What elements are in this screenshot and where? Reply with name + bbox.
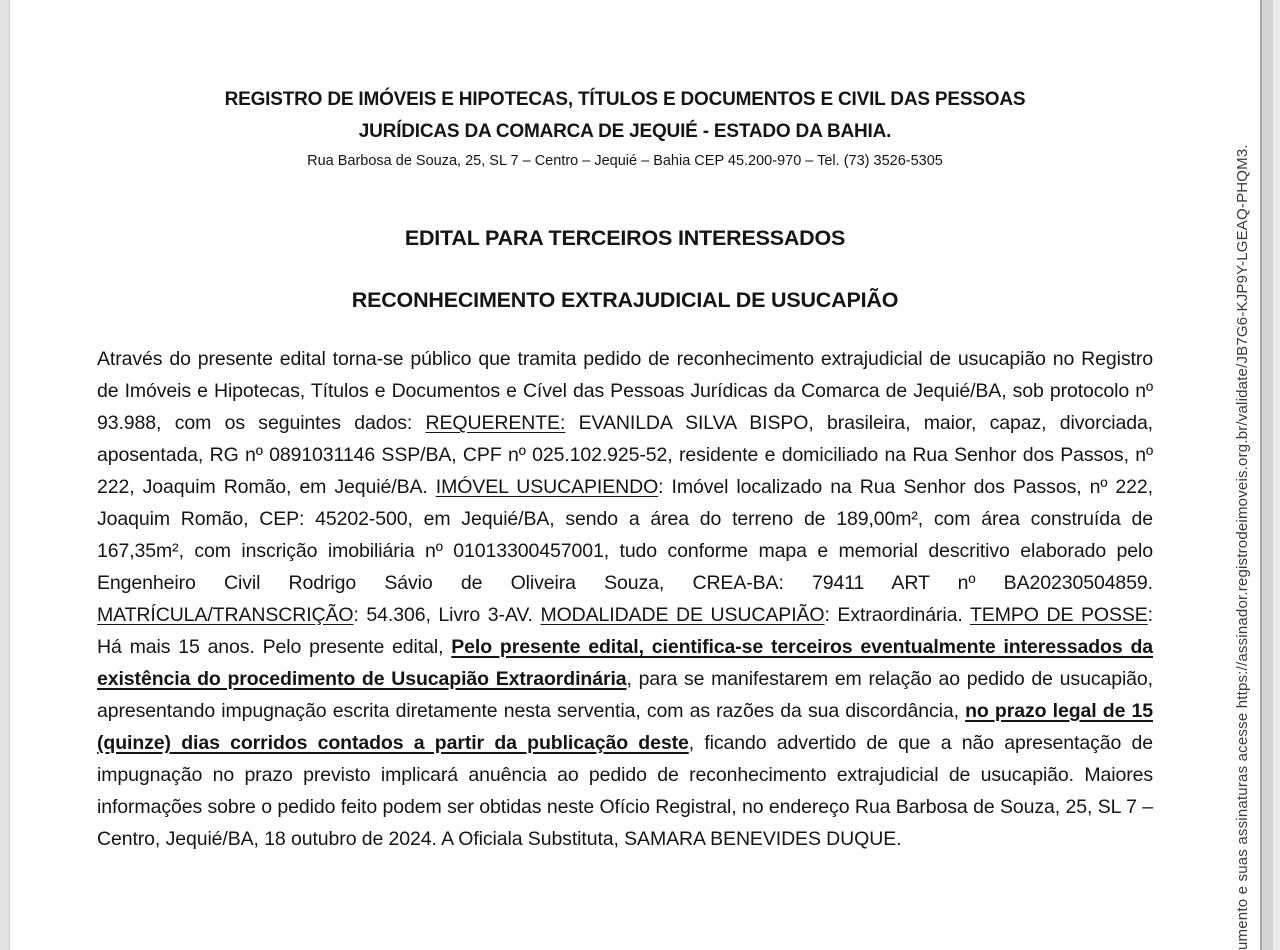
edital-title: EDITAL PARA TERCEIROS INTERESSADOS bbox=[404, 226, 846, 250]
page-left-edge bbox=[0, 0, 10, 950]
body-text-run: TEMPO DE POSSE bbox=[970, 604, 1148, 626]
body-text-run: : Há mais 15 anos. Pelo presente edital, bbox=[97, 604, 1153, 658]
body-text-run: : Extraordinária. bbox=[824, 604, 970, 626]
body-text-run: , ficando advertido de que a não apresentação de impugnação no prazo previsto implicará anuência ao pedido de reconhecimento extrajudicial de usucapião. Maiores informações sobre o pedido feito podem ser obtidas neste Ofício Registral, no endereço Rua Barbosa de Souza, 25, SL 7 – Centro, Jequié/BA, 18 outubro de 2024. A Oficiala Substituta, SAMARA BENEVIDES DUQUE. bbox=[97, 732, 1153, 850]
registry-name-line1: REGISTRO DE IMÓVEIS E HIPOTECAS, TÍTULOS E DOCUMENTOS E CIVIL DAS PESSOAS bbox=[224, 89, 1026, 110]
registry-name-line2: JURÍDICAS DA COMARCA DE JEQUIÉ - ESTADO DA BAHIA. bbox=[358, 121, 892, 142]
page-right-edge bbox=[1260, 0, 1280, 950]
registry-address: Rua Barbosa de Souza, 25, SL 7 – Centro – Jequié – Bahia CEP 45.200-970 – Tel. (73) 3526-5305 bbox=[307, 153, 943, 169]
body-text-run: no prazo legal de 15 (quinze) dias corridos contados a partir da publicação deste bbox=[97, 700, 1154, 754]
body-text-run: MATRÍCULA/TRANSCRIÇÃO bbox=[97, 604, 354, 626]
body-text-run: : 54.306, Livro 3-AV. bbox=[353, 604, 541, 626]
signature-validation-url: umento e suas assinaturas acesse https://assinador.registrodeimoveis.org.br/validate/JB7G6-KJP9Y-LGEAQ-PHQM3. bbox=[1234, 144, 1251, 950]
edital-body-paragraph bbox=[97, 343, 1153, 855]
body-text-run: , para se manifestarem em relação ao pedido de usucapião, apresentando impugnação escrita diretamente nesta serventia, com as razões da sua discordância, bbox=[97, 668, 1153, 722]
usucapiao-subtitle: RECONHECIMENTO EXTRAJUDICIAL DE USUCAPIÃO bbox=[351, 288, 899, 312]
body-text-run: MODALIDADE DE USUCAPIÃO bbox=[540, 604, 825, 626]
body-text-run: Através do presente edital torna-se público que tramita pedido de reconhecimento extrajudicial de usucapião no Registro de Imóveis e Hipotecas, Títulos e Documentos e Cível das Pessoas Jurídicas da Comarca de Jequié/BA, sob protocolo nº 93.988, com os seguintes dados: bbox=[97, 348, 1153, 434]
body-text-run: : Imóvel localizado na Rua Senhor dos Passos, nº 222, Joaquim Romão, CEP: 45202-500, em Jequié/BA, sendo a área do terreno de 189,00m², com área construída de 167,35m², com inscrição imobiliária nº 01013300457001, tudo conforme mapa e memorial descritivo elaborado pelo Engenheiro Civil Rodrigo Sávio de Oliveira Souza, CREA-BA: 79411 ART nº BA20230504859. bbox=[97, 476, 1153, 594]
body-text-run: Pelo presente edital, cientifica-se terceiros eventualmente interessados da existência do procedimento de Usucapião Extraordinária bbox=[97, 636, 1153, 690]
document-content bbox=[97, 0, 1153, 855]
registry-header bbox=[97, 84, 1153, 171]
body-text-run: REQUERENTE: bbox=[425, 412, 566, 434]
body-text-run: IMÓVEL USUCAPIENDO bbox=[435, 476, 659, 498]
body-text-run: EVANILDA SILVA BISPO, brasileira, maior, capaz, divorciada, aposentada, RG nº 0891031146 SSP/BA, CPF nº 025.102.925-52, residente e domiciliado na Rua Senhor dos Passos, nº 222, Joaquim Romão, em Jequié/BA. bbox=[97, 412, 1154, 498]
